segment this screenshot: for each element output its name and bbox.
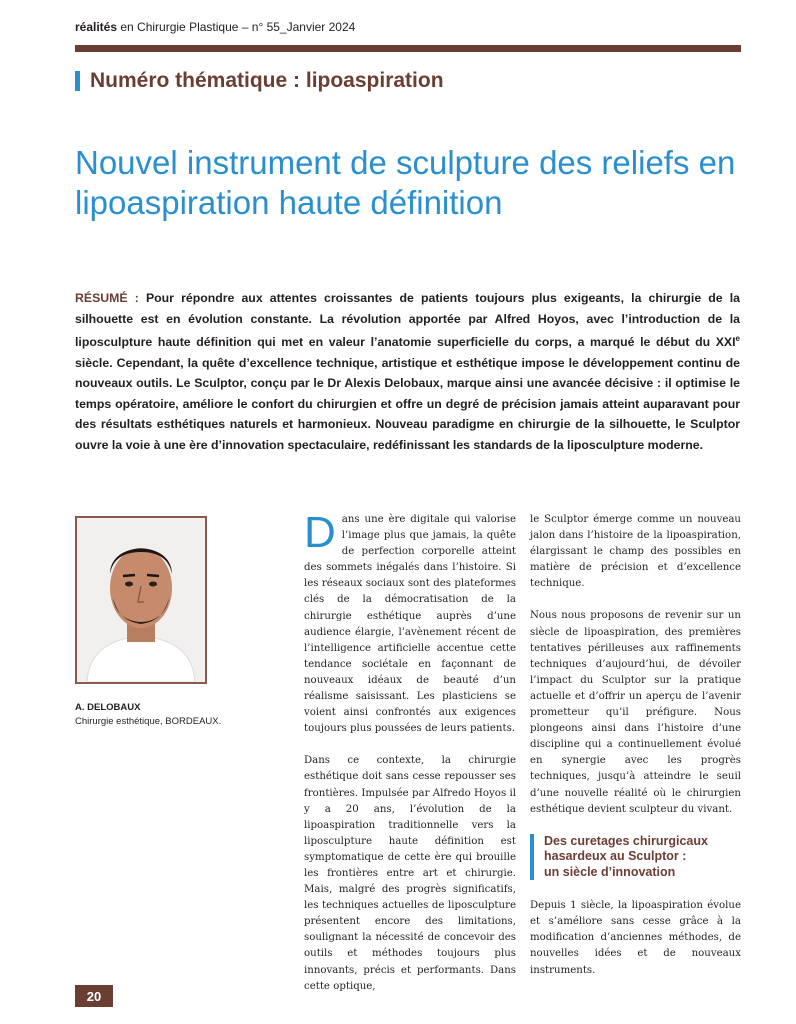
journal-issue: en Chirurgie Plastique – n° 55_Janvier 2024 bbox=[117, 20, 356, 34]
subheading bbox=[530, 834, 741, 881]
body-paragraph-5: Depuis 1 siècle, la lipoaspiration évolue et s’améliore sans cesse grâce à la modification d’anciennes méthodes, de nouvelles idées et de nouveaux instruments. bbox=[530, 900, 741, 976]
section-title bbox=[75, 70, 444, 92]
subheading-line-2: hasardeux au Sculptor : bbox=[544, 849, 687, 864]
body-paragraph-4: Nous nous proposons de revenir sur un siècle de lipoaspiration, des premières tentatives périlleuses aux raffinements techniques d’aujourd’hui, de dévoiler l’impact du Sculptor sur la pratique actuelle et d’offrir un aperçu de l’avenir prometteur qu’il préfigure. Nous plongeons ainsi dans l’histoire d’une discipline qui a continuellement évolué en synergie avec les progrès techniques, jusqu’à atteindre le seuil d’une nouvelle réalité où le chirurgien esthétique devient sculpteur du vivant. bbox=[530, 610, 741, 815]
running-header bbox=[75, 20, 355, 34]
author-affiliation: Chirurgie esthétique, BORDEAUX. bbox=[75, 716, 222, 727]
article-title: Nouvel instrument de sculpture des reliefs en lipoaspiration haute définition bbox=[75, 144, 736, 221]
abstract-superscript: e bbox=[735, 334, 740, 343]
body-paragraph-1-text: ans une ère digitale qui valorise l’image plus que jamais, la quête de perfection corporelle atteint des sommets inégalés dans l’histoire. Si les réseaux sociaux sont des plateformes clés de la démocratisation de la chirurgie esthétique auprès d’une audience élargie, l’avènement récent de l’intelligence artificielle accentue cette tendance sociétale en façonnant de nouveaux idéaux de beauté d’un réalisme saisissant. Les plasticiens se voient ainsi confrontés aux exigences toujours plus poussées de leurs patients. bbox=[304, 514, 516, 735]
section-title-text: Numéro thématique : lipoaspiration bbox=[90, 69, 444, 92]
header-rule bbox=[75, 45, 741, 52]
abstract-text-2: siècle. Cependant, la quête d’excellence technique, artistique et esthétique impose le développement continu de nouveaux outils. Le Sculptor, conçu par le Dr Alexis Delobaux, marque ainsi une avancée décisive : il optimise le temps opératoire, améliore le confort du chirurgien et offre un degré de précision jamais atteint auparavant pour des résultats esthétiques naturels et harmonieux. Nouveau paradigme en chirurgie de la silhouette, le Sculptor ouvre la voie à une ère d’innovation spectaculaire, redéfinissant les standards de la liposculpture moderne. bbox=[75, 355, 740, 452]
abstract-label: RÉSUMÉ : bbox=[75, 291, 139, 305]
journal-brand: réalités bbox=[75, 20, 118, 34]
body-paragraph bbox=[304, 508, 516, 737]
page-number: 20 bbox=[75, 985, 113, 1007]
subheading-text bbox=[544, 834, 708, 881]
author-portrait-image bbox=[77, 518, 205, 682]
abstract-text-1: Pour répondre aux attentes croissantes de patients toujours plus exigeants, la chirurgie de la silhouette est en évolution constante. La révolution apportée par Alfred Hoyos, avec l’introduction de la liposculpture haute définition qui met en valeur l’anatomie superficielle du corps, a marqué le début du XXI bbox=[75, 291, 740, 350]
drop-cap: D bbox=[304, 508, 336, 557]
abstract bbox=[75, 288, 740, 455]
author-photo bbox=[75, 516, 207, 684]
body-paragraph-3: le Sculptor émerge comme un nouveau jalon dans l’histoire de la lipoaspiration, élargissant le champ des possibles en matière de précision et d’excellence technique. bbox=[530, 514, 741, 590]
subheading-line-3: un siècle d’innovation bbox=[544, 864, 676, 879]
section-marker bbox=[75, 71, 80, 91]
author-name: A. DELOBAUX bbox=[75, 702, 141, 713]
body-column-1 bbox=[304, 508, 516, 1011]
subheading-marker bbox=[530, 834, 534, 881]
subheading-line-1: Des curetages chirurgicaux bbox=[544, 833, 708, 848]
body-column-2 bbox=[530, 512, 741, 995]
body-paragraph-2: Dans ce contexte, la chirurgie esthétique doit sans cesse repousser ses frontières. Impulsée par Alfredo Hoyos il y a 20 ans, l’évolution de la lipoaspiration traditionnelle vers la liposculpture haute définition est symptomatique de cette ère qui brouille les frontières entre art et chirurgie. Mais, malgré des progrès significatifs, les techniques actuelles de liposculpture présentent encore des limitations, soulignant la nécessité de concevoir des outils et méthodes toujours plus innovants, précis et performants. Dans cette optique, bbox=[304, 755, 516, 992]
